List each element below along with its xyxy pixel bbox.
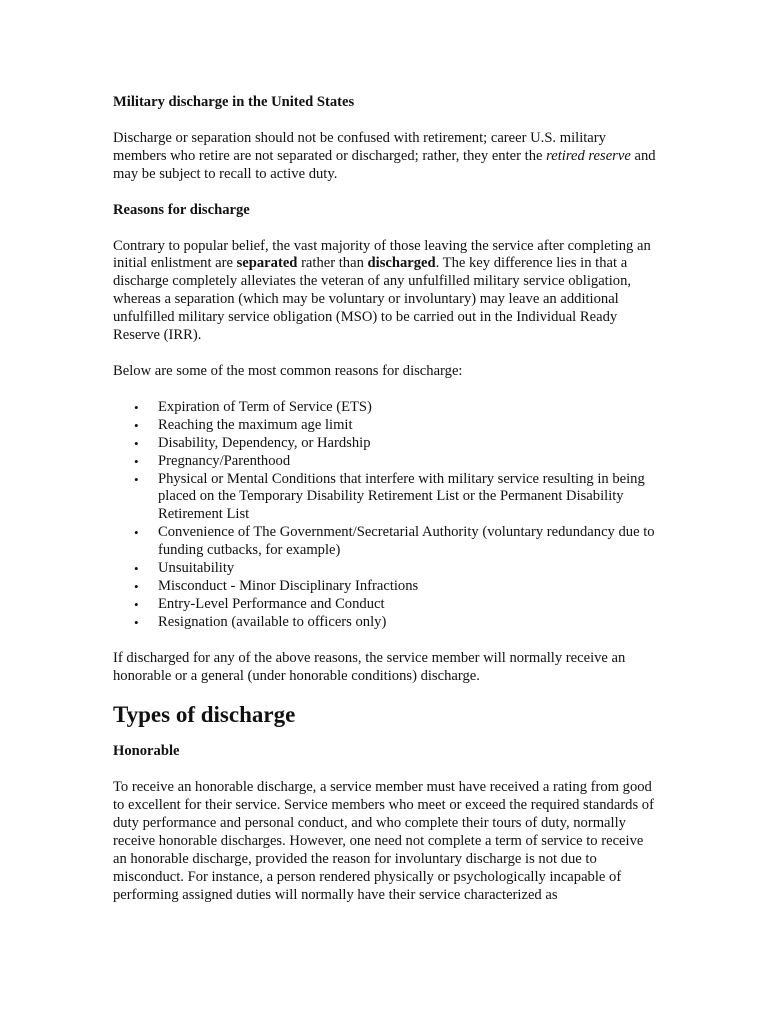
list-intro: Below are some of the most common reasons for discharge: bbox=[113, 362, 463, 379]
intro-text-1: Discharge or separation should not be confused with retirement; career U.S. military members who retire are not separated or discharged; rather, they enter the bbox=[113, 129, 606, 164]
list-item: • Unsuitability bbox=[158, 560, 658, 578]
reasons-text-3: . The key difference lies in that a discharge completely alleviates the veteran of any unfulfilled military service obligation, whereas a separation (which may be voluntary or involuntary) may leave an additional unfulfilled military service obligation (MSO) to be carried out in the Individual Ready Reserve (IRR). bbox=[113, 255, 632, 344]
list-item: • Reaching the maximum age limit bbox=[158, 417, 658, 435]
list-item: • Convenience of The Government/Secretarial Authority (voluntary redundancy due to funding cutbacks, for example) bbox=[158, 524, 658, 560]
intro-emphasis: retired reserve bbox=[546, 147, 631, 164]
reasons-list bbox=[113, 399, 658, 632]
list-item: • Misconduct - Minor Disciplinary Infractions bbox=[158, 578, 658, 596]
reasons-bold-discharged: discharged bbox=[367, 255, 436, 272]
reasons-heading: Reasons for discharge bbox=[113, 201, 250, 218]
document-title: Military discharge in the United States bbox=[113, 94, 355, 110]
intro-text-2: and may be subject to recall to active duty. bbox=[113, 147, 656, 182]
types-heading: Types of discharge bbox=[113, 702, 296, 728]
list-item: • Disability, Dependency, or Hardship bbox=[158, 435, 658, 453]
after-list-paragraph: If discharged for any of the above reasons, the service member will normally receive an honorable or a general (under honorable conditions) discharge. bbox=[113, 649, 626, 684]
list-item: • Pregnancy/Parenthood bbox=[158, 453, 658, 471]
reasons-text-1: Contrary to popular belief, the vast majority of those leaving the service after completing an initial enlistment are bbox=[113, 237, 651, 272]
reasons-paragraph bbox=[113, 238, 658, 345]
intro-paragraph bbox=[113, 130, 658, 184]
list-item: • Physical or Mental Conditions that interfere with military service resulting in being placed on the Temporary Disability Retirement List or the Permanent Disability Retirement List bbox=[158, 471, 658, 525]
list-item: • Resignation (available to officers only) bbox=[158, 614, 658, 632]
document-page bbox=[113, 94, 658, 905]
honorable-paragraph: To receive an honorable discharge, a service member must have received a rating from good to excellent for their service. Service members who meet or exceed the required standards of duty performance and personal conduct, and who complete their tours of duty, normally receive honorable discharges. However, one need not complete a term of service to receive an honorable discharge, provided the reason for involuntary discharge is not due to misconduct. For instance, a person rendered physically or psychologically incapable of performing assigned duties will normally have their service characterized as bbox=[113, 779, 654, 903]
reasons-bold-separated: separated bbox=[236, 255, 298, 272]
reasons-text-2: rather than bbox=[297, 255, 368, 272]
honorable-heading: Honorable bbox=[113, 743, 180, 760]
list-item: • Expiration of Term of Service (ETS) bbox=[158, 399, 658, 417]
list-item: • Entry-Level Performance and Conduct bbox=[158, 596, 658, 614]
